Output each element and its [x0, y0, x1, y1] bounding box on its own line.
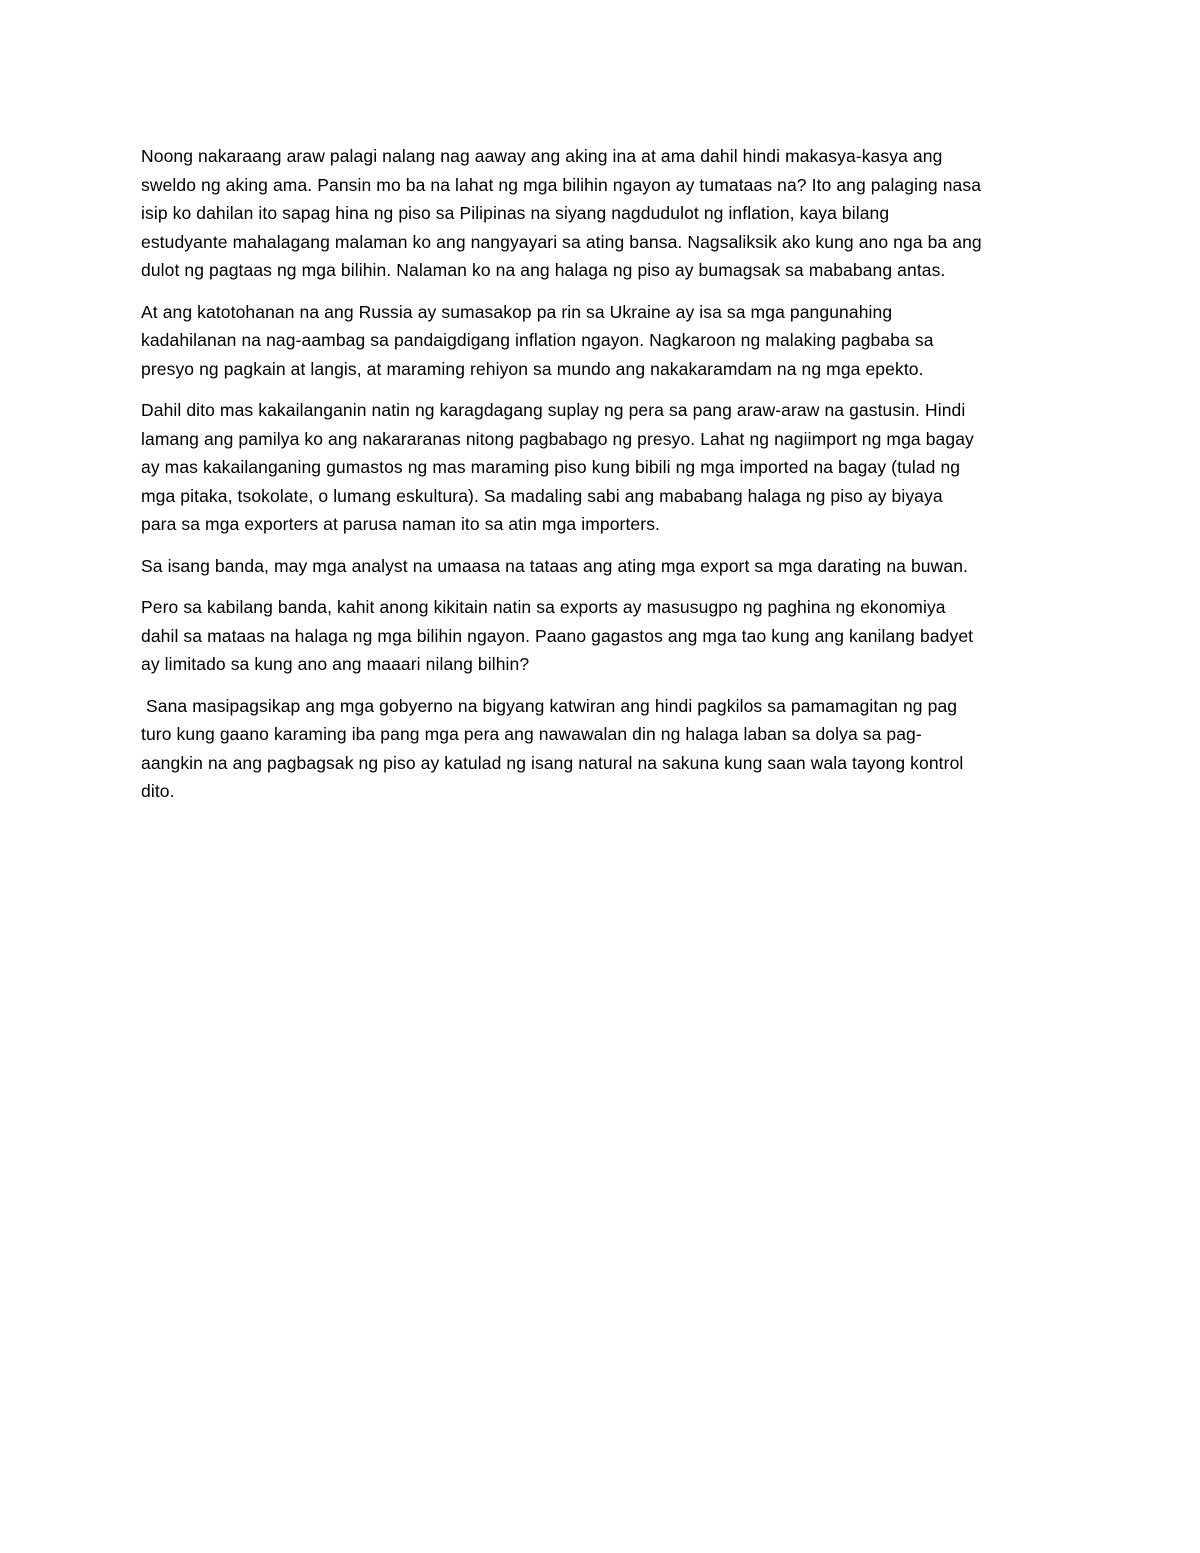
text-line: turo kung gaano karaming iba pang mga pera ang nawawalan din ng halaga laban sa dolya sa pag- — [141, 724, 922, 744]
text-line: aangkin na ang pagbagsak ng piso ay katulad ng isang natural na sakuna kung saan wala tayong kontrol — [141, 752, 964, 773]
paragraph-2 — [141, 298, 1051, 384]
text-line: Dahil dito mas kakailanganin natin ng karagdagang suplay ng pera sa pang araw-araw na gastusin. Hindi — [141, 400, 966, 420]
text-line: Noong nakaraang araw palagi nalang nag aaway ang aking ina at ama dahil hindi makasya-kasya ang — [141, 146, 943, 166]
text-line: mga pitaka, tsokolate, o lumang eskultura). Sa madaling sabi ang mababang halaga ng piso ay biyaya — [141, 485, 943, 506]
text-line: dito. — [141, 781, 175, 801]
paragraph-3 — [141, 396, 1051, 539]
text-line: sweldo ng aking ama. Pansin mo ba na lahat ng mga bilihin ngayon ay tumataas na? Ito ang palaging nasa — [141, 174, 982, 195]
text-line: Sana masipagsikap ang mga gobyerno na bigyang katwiran ang hindi pagkilos sa pamamagitan ng pag — [141, 695, 958, 716]
text-line: ay mas kakailanganing gumastos ng mas maraming piso kung bibili ng mga imported na bagay (tulad ng — [141, 457, 961, 477]
document-body — [141, 142, 1051, 819]
text-line: para sa mga exporters at parusa naman ito sa atin mga importers. — [141, 514, 661, 534]
text-line: presyo ng pagkain at langis, at maraming rehiyon sa mundo ang nakakaramdam na ng mga epekto. — [141, 358, 924, 379]
text-line: ay limitado sa kung ano ang maaari nilang bilhin? — [141, 654, 530, 674]
paragraph-1 — [141, 142, 1051, 285]
paragraph-5 — [141, 593, 1051, 679]
text-line: dahil sa mataas na halaga ng mga bilihin ngayon. Paano gagastos ang mga tao kung ang kanilang badyet — [141, 625, 974, 646]
paragraph-4 — [141, 552, 1051, 581]
text-line: Pero sa kabilang banda, kahit anong kikitain natin sa exports ay masusugpo ng paghina ng ekonomiya — [141, 597, 946, 617]
text-line: Sa isang banda, may mga analyst na umaasa na tataas ang ating mga export sa mga darating na buwan. — [141, 555, 968, 576]
text-line: At ang katotohanan na ang Russia ay sumasakop pa rin sa Ukraine ay isa sa mga pangunahing — [141, 301, 893, 322]
text-line: estudyante mahalagang malaman ko ang nangyayari sa ating bansa. Nagsaliksik ako kung ano nga ba ang — [141, 231, 982, 252]
text-line: kadahilanan na nag-aambag sa pandaigdigang inflation ngayon. Nagkaroon ng malaking pagbaba sa — [141, 330, 934, 350]
text-line: lamang ang pamilya ko ang nakararanas nitong pagbabago ng presyo. Lahat ng nagiimport ng mga bagay — [141, 428, 974, 449]
text-line: dulot ng pagtaas ng mga bilihin. Nalaman ko na ang halaga ng piso ay bumagsak sa mababang antas. — [141, 260, 946, 280]
text-line: isip ko dahilan ito sapag hina ng piso sa Pilipinas na siyang nagdudulot ng inflation, kaya bilang — [141, 203, 890, 223]
paragraph-6 — [141, 692, 1051, 806]
